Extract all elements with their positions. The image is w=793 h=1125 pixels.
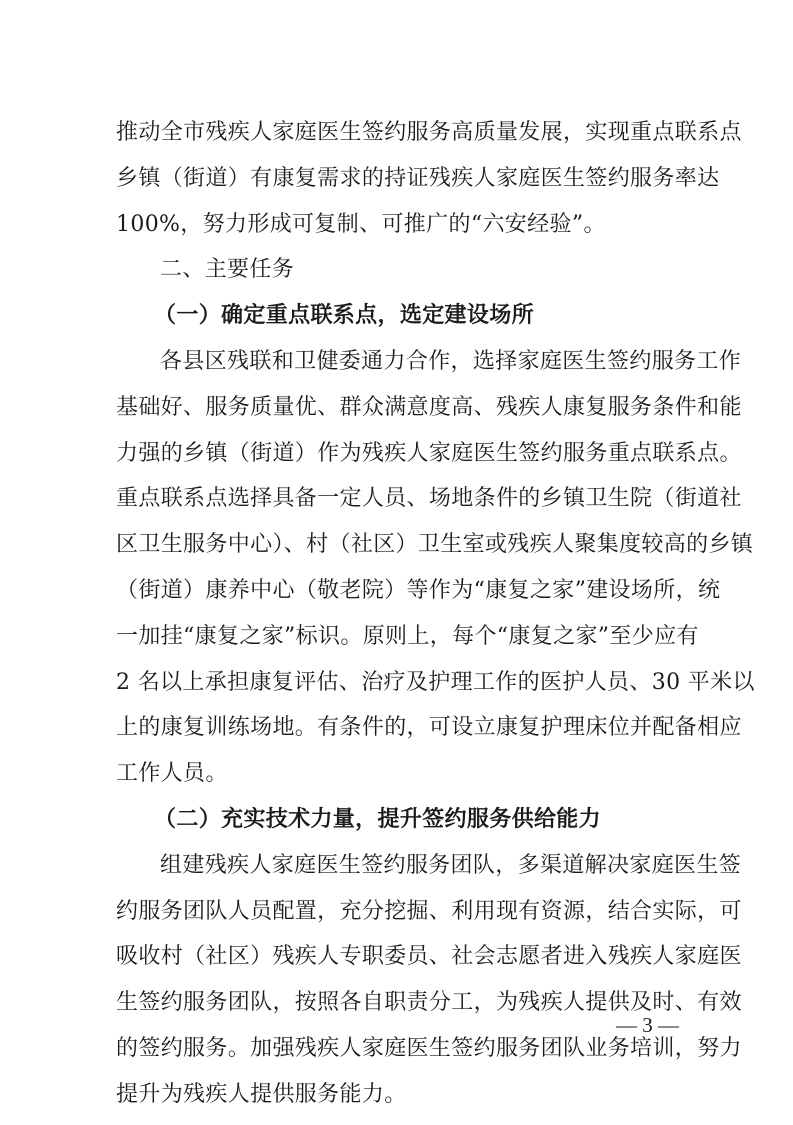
paragraph-line: 提升为残疾人提供服务能力。	[116, 1081, 407, 1107]
paragraph-line: 组建残疾人家庭医生签约服务团队，多渠道解决家庭医生签	[160, 852, 742, 878]
paragraph-line: 力强的乡镇（街道）作为残疾人家庭医生签约服务重点联系点。	[116, 440, 742, 466]
page-number: — 3 —	[616, 1013, 679, 1037]
paragraph-line: 100%，努力形成可复制、可推广的“六安经验”。	[116, 211, 606, 237]
paragraph-line: 区卫生服务中心）、村（社区）卫生室或残疾人聚集度较高的乡镇	[116, 532, 754, 558]
paragraph-line: 上的康复训练场地。有条件的，可设立康复护理床位并配备相应	[116, 715, 742, 741]
paragraph-line: 乡镇（街道）有康复需求的持证残疾人家庭医生签约服务率达	[116, 165, 720, 191]
subsection-heading: （一）确定重点联系点，选定建设场所	[154, 302, 534, 329]
paragraph-line: 的签约服务。加强残疾人家庭医生签约服务团队业务培训，努力	[116, 1035, 742, 1061]
paragraph-line: 各县区残联和卫健委通力合作，选择家庭医生签约服务工作	[160, 348, 742, 374]
paragraph-line: 基础好、服务质量优、群众满意度高、残疾人康复服务条件和能	[116, 394, 742, 420]
paragraph-line: 重点联系点选择具备一定人员、场地条件的乡镇卫生院（街道社	[116, 486, 742, 512]
paragraph-line: 推动全市残疾人家庭医生签约服务高质量发展，实现重点联系点	[116, 120, 742, 145]
paragraph-line: 一加挂“康复之家”标识。原则上，每个“康复之家”至少应有	[116, 623, 699, 649]
subsection-heading: （二）充实技术力量，提升签约服务供给能力	[154, 805, 602, 832]
paragraph-line: （街道）康养中心（敬老院）等作为“康复之家”建设场所，统	[116, 577, 721, 603]
paragraph-line: 约服务团队人员配置，充分挖掘、利用现有资源，结合实际，可	[116, 898, 742, 924]
paragraph-line: 2 名以上承担康复评估、治疗及护理工作的医护人员、30 平米以	[116, 669, 755, 695]
document-page	[116, 117, 755, 1125]
paragraph-line: 工作人员。	[116, 761, 228, 787]
paragraph-line: 生签约服务团队，按照各自职责分工，为残疾人提供及时、有效	[116, 990, 742, 1016]
paragraph-line: 吸收村（社区）残疾人专职委员、社会志愿者进入残疾人家庭医	[116, 944, 742, 970]
section-heading: 二、主要任务	[160, 257, 295, 283]
